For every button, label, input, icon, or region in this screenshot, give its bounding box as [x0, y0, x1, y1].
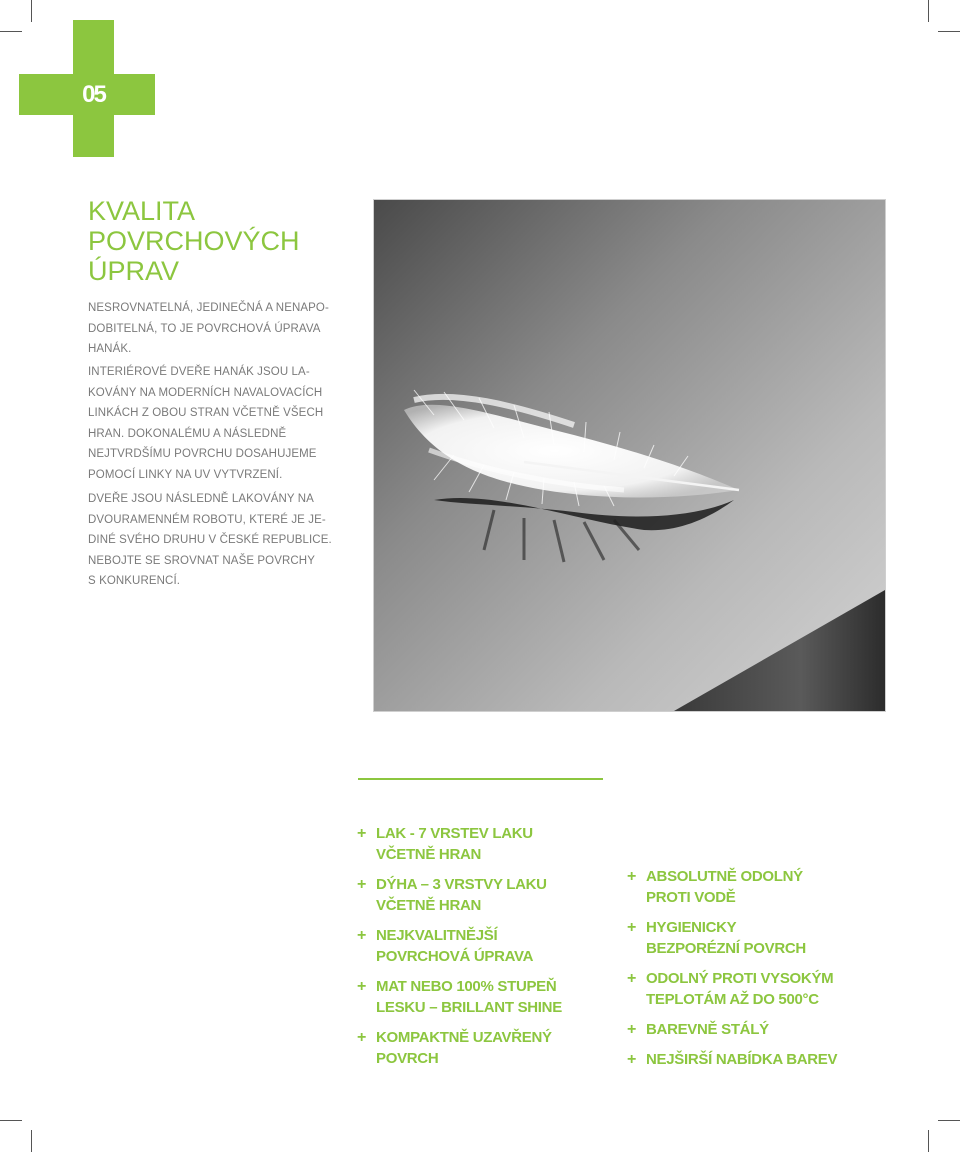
list-item — [357, 823, 587, 865]
list-item — [627, 866, 907, 908]
text-line: DINÉ SVÉHO DRUHU V ČESKÉ REPUBLICE. — [88, 534, 332, 546]
feather-photo — [373, 199, 886, 712]
text-line: DVEŘE JSOU NÁSLEDNĚ LAKOVÁNY NA — [88, 493, 314, 505]
crop-mark — [938, 31, 960, 32]
title-line: POVRCHOVÝCH — [88, 226, 300, 256]
feature-text — [376, 874, 587, 916]
feature-text — [646, 866, 907, 908]
list-item — [357, 976, 587, 1018]
plus-icon: + — [357, 876, 367, 893]
feature-line: DÝHA – 3 VRSTVY LAKU — [376, 876, 547, 893]
section-number: 05 — [82, 80, 105, 108]
text-line: LINKÁCH Z OBOU STRAN VČETNĚ VŠECH — [88, 407, 324, 419]
page-title — [88, 196, 348, 286]
text-line: NEBOJTE SE SROVNAT NAŠE POVRCHY — [88, 554, 315, 567]
feature-text — [376, 976, 587, 1018]
feature-line: TEPLOTÁM AŽ DO 500°C — [646, 991, 819, 1008]
feature-line: VČETNĚ HRAN — [376, 846, 482, 863]
text-line: S KONKURENCÍ. — [88, 575, 181, 587]
feature-line: NEJKVALITNĚJŠÍ — [376, 927, 498, 944]
text-line: HANÁK. — [88, 343, 132, 355]
feature-line: POVRCHOVÁ ÚPRAVA — [376, 948, 534, 965]
plus-icon: + — [627, 919, 637, 936]
crop-mark — [31, 1130, 32, 1152]
feature-line: PROTI VODĚ — [646, 889, 736, 906]
text-line: POMOCÍ LINKY NA UV VYTVRZENÍ. — [88, 468, 283, 481]
feature-text — [646, 917, 907, 959]
plus-icon: + — [357, 927, 367, 944]
features-list-right — [627, 866, 907, 1079]
feature-line: NEJŠIRŠÍ NABÍDKA BAREV — [646, 1051, 838, 1068]
feature-text — [376, 925, 587, 967]
list-item — [627, 917, 907, 959]
body-paragraph — [88, 362, 358, 485]
body-paragraph — [88, 489, 358, 592]
feature-text — [376, 823, 587, 865]
crop-mark — [0, 31, 22, 32]
feature-line: LESKU – BRILLANT SHINE — [376, 999, 562, 1016]
text-line: KOVÁNY NA MODERNÍCH NAVALOVACÍCH — [88, 386, 323, 399]
list-item — [357, 1027, 587, 1069]
list-item — [357, 925, 587, 967]
text-line: INTERIÉROVÉ DVEŘE HANÁK JSOU LA- — [88, 366, 310, 378]
title-line: ÚPRAV — [88, 256, 180, 286]
plus-icon: + — [357, 978, 367, 995]
feature-line: LAK - 7 VRSTEV LAKU — [376, 825, 533, 842]
list-item — [627, 1019, 907, 1040]
crop-mark — [928, 0, 929, 22]
features-list-left — [357, 823, 587, 1078]
feature-line: VČETNĚ HRAN — [376, 897, 482, 914]
feature-line: BEZPORÉZNÍ POVRCH — [646, 940, 806, 957]
plus-icon: + — [627, 970, 637, 987]
text-line: HRAN. DOKONALÉMU A NÁSLEDNĚ — [88, 427, 287, 440]
crop-mark — [0, 1120, 22, 1121]
text-line: DVOURAMENNÉM ROBOTU, KTERÉ JE JE- — [88, 513, 326, 526]
plus-icon: + — [357, 1029, 367, 1046]
text-line: NEJTVRDŠÍMU POVRCHU DOSAHUJEME — [88, 448, 317, 460]
title-line: KVALITA — [88, 196, 196, 226]
plus-icon: + — [357, 825, 367, 842]
list-item — [357, 874, 587, 916]
feature-text — [646, 968, 907, 1010]
feature-line: POVRCH — [376, 1050, 439, 1067]
feature-line: KOMPAKTNĚ UZAVŘENÝ — [376, 1029, 552, 1046]
feature-text — [646, 1019, 907, 1040]
feature-line: HYGIENICKY — [646, 919, 737, 936]
crop-mark — [938, 1120, 960, 1121]
list-item — [627, 1049, 907, 1070]
feature-line: ABSOLUTNĚ ODOLNÝ — [646, 868, 803, 885]
section-divider — [358, 778, 603, 780]
feature-line: MAT NEBO 100% STUPEŇ — [376, 978, 557, 995]
crop-mark — [928, 1130, 929, 1152]
text-line: NESROVNATELNÁ, JEDINEČNÁ A NENAPO- — [88, 302, 329, 314]
feature-text — [376, 1027, 587, 1069]
feature-text — [646, 1049, 907, 1070]
list-item — [627, 968, 907, 1010]
crop-mark — [31, 0, 32, 22]
plus-icon: + — [627, 1021, 637, 1038]
text-line: DOBITELNÁ, TO JE POVRCHOVÁ ÚPRAVA — [88, 322, 321, 335]
feature-line: ODOLNÝ PROTI VYSOKÝM — [646, 970, 834, 987]
intro-paragraph — [88, 298, 358, 360]
feature-line: BAREVNĚ STÁLÝ — [646, 1021, 769, 1038]
plus-icon: + — [627, 868, 637, 885]
plus-icon: + — [627, 1051, 637, 1068]
